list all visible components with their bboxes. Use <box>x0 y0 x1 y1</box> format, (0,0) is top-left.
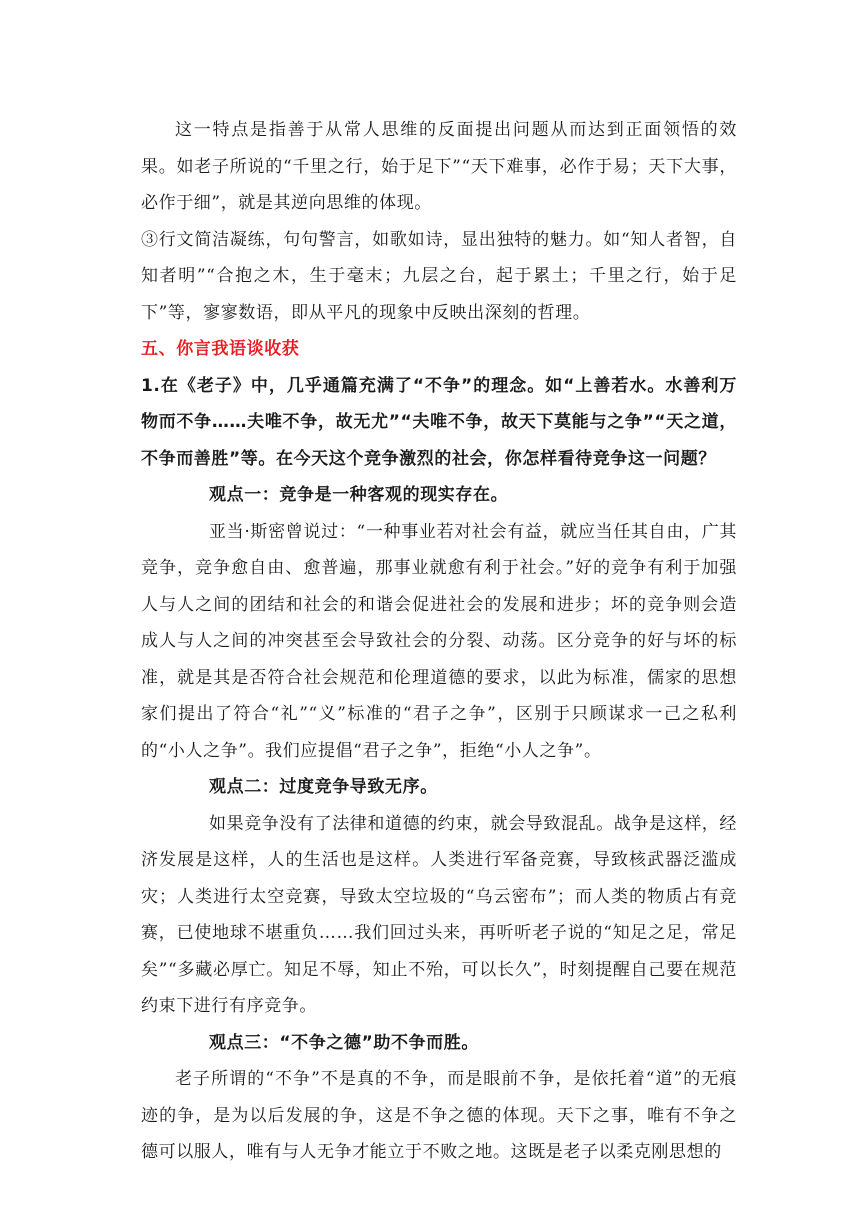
section-heading: 五、你言我语谈收获 <box>141 339 300 359</box>
viewpoint-3-title: 观点三：“不争之德”助不争而胜。 <box>209 1032 479 1053</box>
viewpoint-1-title: 观点一：竞争是一种客观的现实存在。 <box>209 485 509 505</box>
viewpoint-2-title: 观点二：过度竞争导致无序。 <box>209 777 438 797</box>
document-body <box>141 112 737 1171</box>
discussion-question: 1.在《老子》中，几乎通篇充满了“不争”的理念。如“上善若水。水善利万物而不争……夫唯不争，故无尤”“夫唯不争，故天下莫能与之争”“天之道，不争而善胜”等。在今天这个竞争激烈的社会，你怎样看待竞争这一问题？ <box>141 375 737 469</box>
viewpoint-3-body: 老子所谓的“不争”不是真的不争，而是眼前不争，是依托着“道”的无痕迹的争，是为以后发展的争，这是不争之德的体现。天下之事，唯有不争之德可以服人，唯有与人无争才能立于不败之地。这既是老子以柔克刚思想的 <box>141 1069 737 1162</box>
paragraph-concise-style: ③行文简洁凝练，句句警言，如歌如诗，显出独特的魅力。如“知人者智，自知者明”“合抱之木，生于毫末；九层之台，起于累土；千里之行，始于足下”等，寥寥数语，即从平凡的现象中反映出深刻的哲理。 <box>141 229 737 323</box>
viewpoint-1-body: 亚当·斯密曾说过：“一种事业若对社会有益，就应当任其自由，广其竞争，竞争愈自由、愈普遍，那事业就愈有利于社会。”好的竞争有利于加强人与人之间的团结和社会的和谐会促进社会的发展和进步；坏的竞争则会造成人与人之间的冲突甚至会导致社会的分裂、动荡。区分竞争的好与坏的标准，就是其是否符合社会规范和伦理道德的要求，以此为标准，儒家的思想家们提出了符合“礼”“义”标准的“君子之争”，区别于只顾谋求一己之私利的“小人之争”。我们应提倡“君子之争”，拒绝“小人之争”。 <box>141 521 737 761</box>
paragraph-reverse-thinking: 这一特点是指善于从常人思维的反面提出问题从而达到正面领悟的效果。如老子所说的“千里之行，始于足下”“天下难事，必作于易；天下大事，必作于细”，就是其逆向思维的体现。 <box>141 120 737 213</box>
viewpoint-2-body: 如果竞争没有了法律和道德的约束，就会导致混乱。战争是这样，经济发展是这样，人的生活也是这样。人类进行军备竞赛，导致核武器泛滥成灾；人类进行太空竞赛，导致太空垃圾的“乌云密布”；而人类的物质占有竞赛，已使地球不堪重负……我们回过头来，再听听老子说的“知足之足，常足矣”“多藏必厚亡。知足不辱，知止不殆，可以长久”，时刻提醒自己要在规范约束下进行有序竞争。 <box>141 813 737 1016</box>
